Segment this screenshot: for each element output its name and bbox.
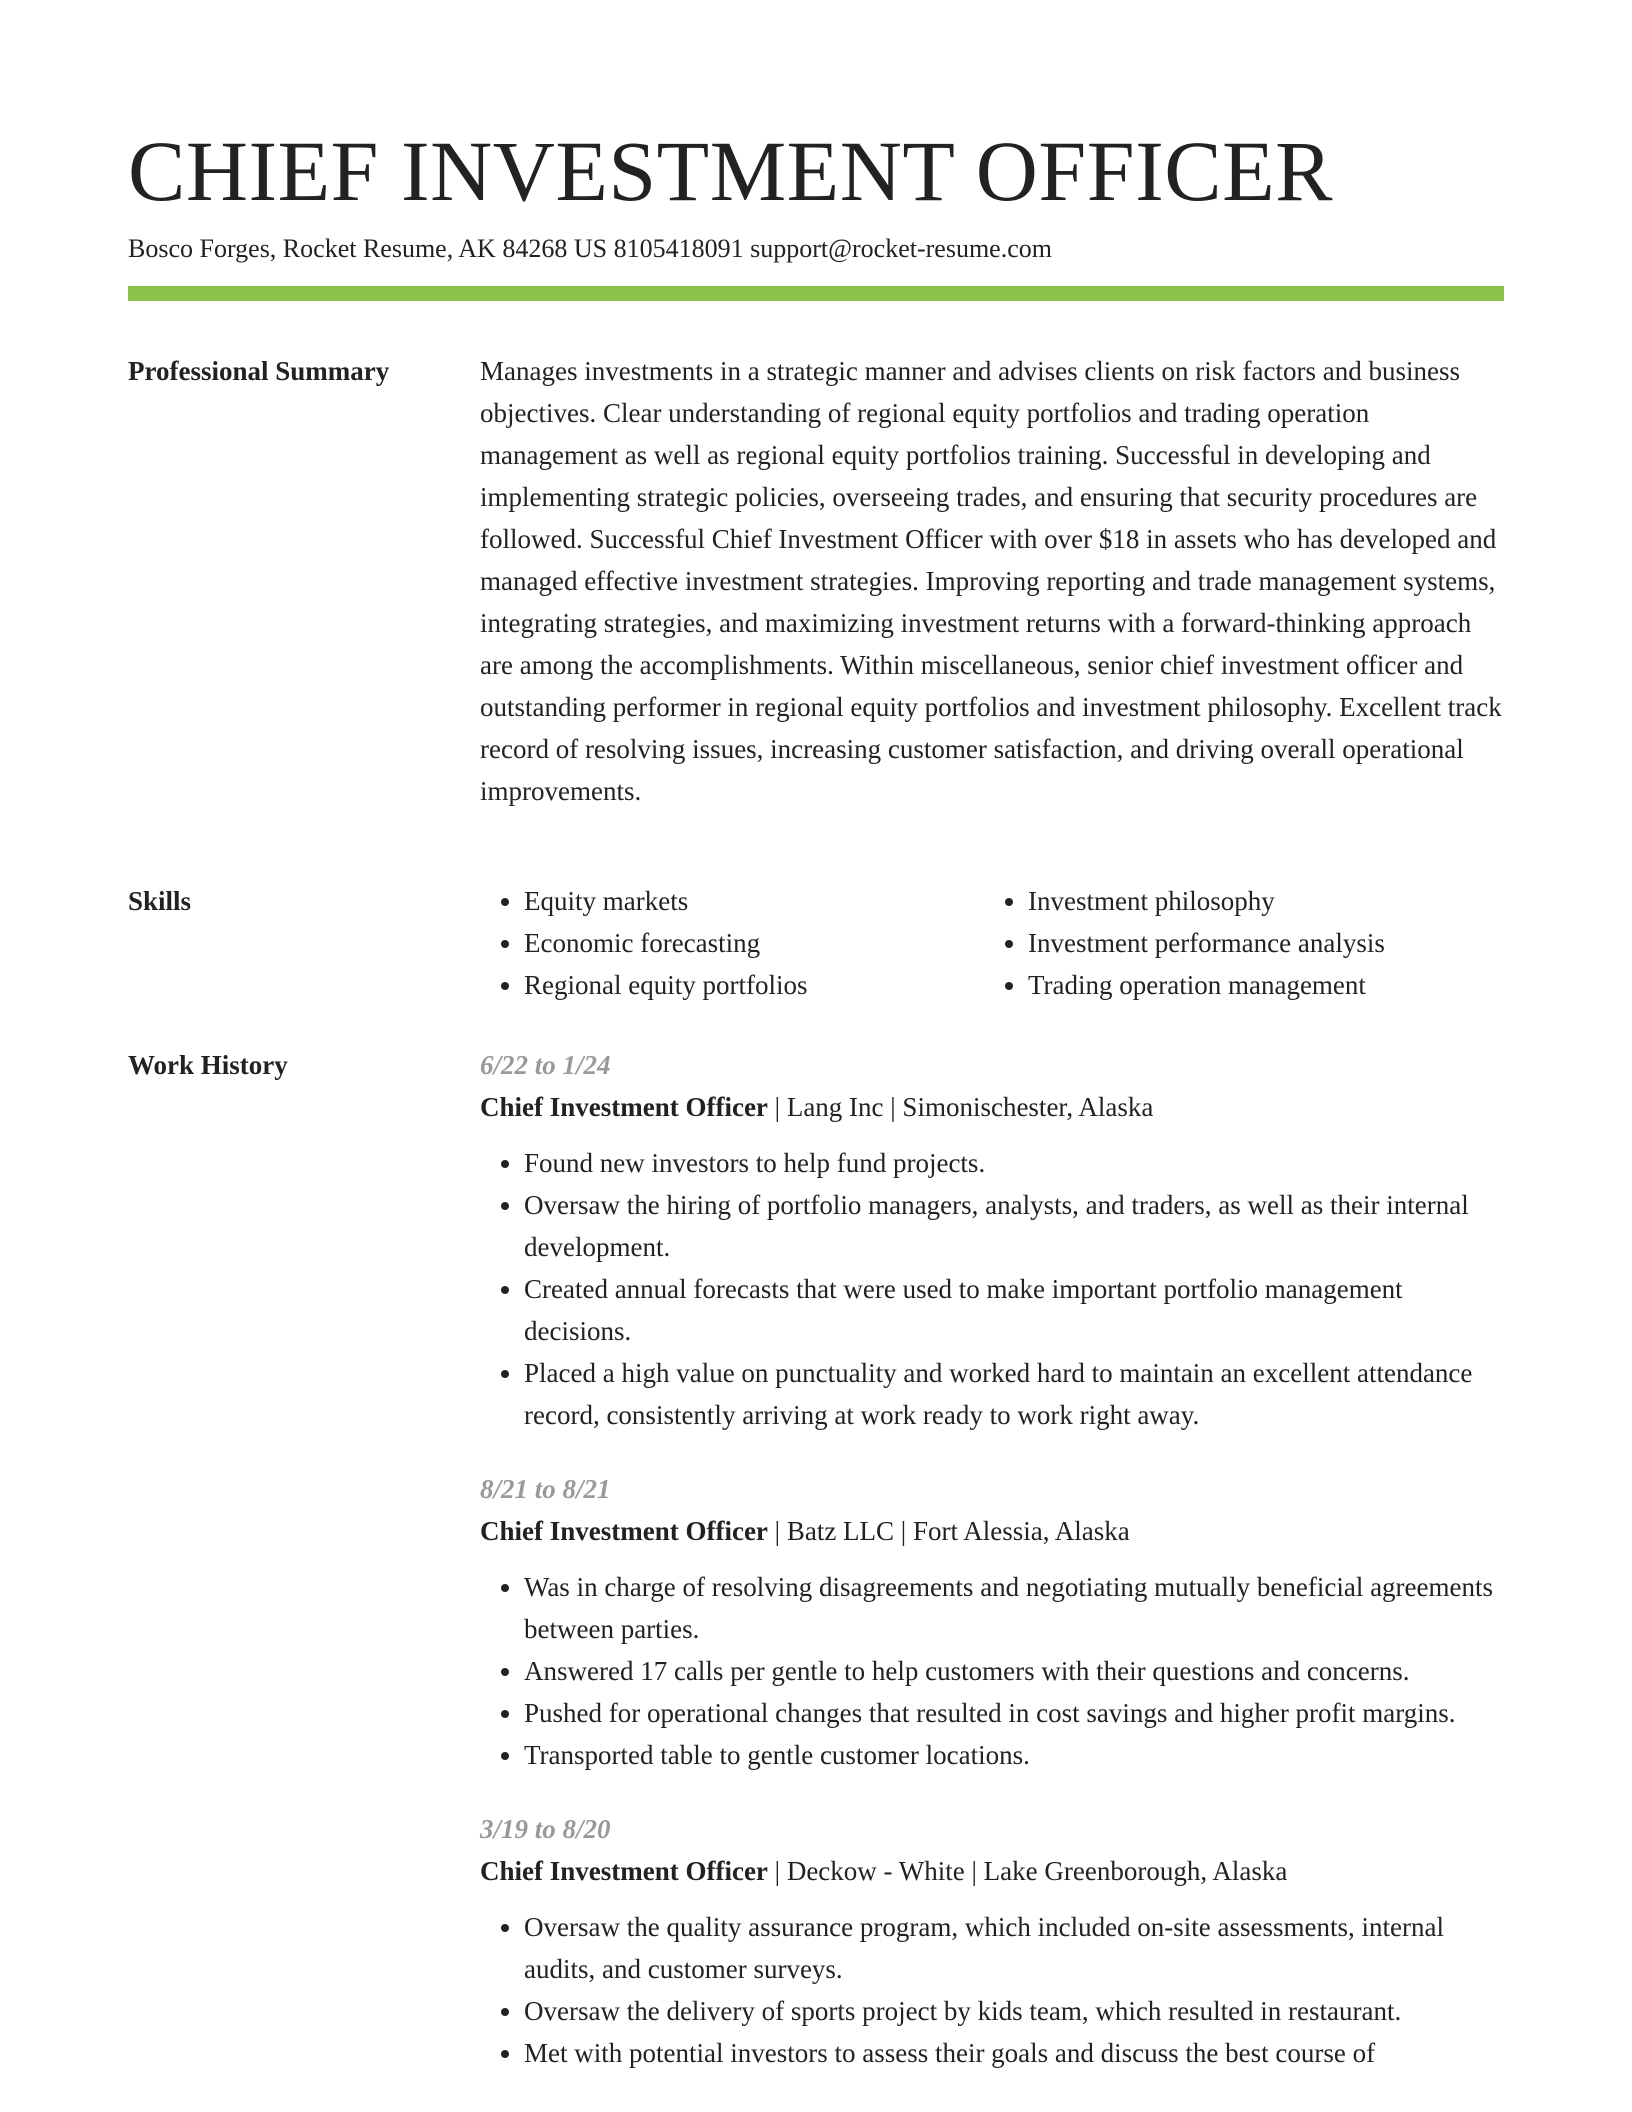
resume-name-title: CHIEF INVESTMENT OFFICER [128, 123, 1333, 219]
skill-item: • Trading operation management [1028, 964, 1488, 1006]
job-bullet: • Created annual forecasts that were used to make important portfolio management decisions. [524, 1268, 1504, 1352]
job-bullet: • Transported table to gentle customer locations. [524, 1734, 1504, 1776]
job-dates: 3/19 to 8/20 [480, 1814, 611, 1844]
job-title: Chief Investment Officer [480, 1092, 768, 1122]
skill-item: • Regional equity portfolios [524, 964, 984, 1006]
job-bullet: • Answered 17 calls per gentle to help customers with their questions and concerns. [524, 1650, 1504, 1692]
job-bullets [480, 1566, 1504, 1776]
job-details: | Deckow - White | Lake Greenborough, Alaska [767, 1856, 1288, 1886]
job-bullet: • Met with potential investors to assess their goals and discuss the best course of [524, 2032, 1504, 2074]
job-entry [480, 1468, 1504, 1776]
job-bullets [480, 1906, 1504, 2074]
skill-item: • Investment philosophy [1028, 880, 1488, 922]
job-bullet: • Pushed for operational changes that resulted in cost savings and higher profit margins. [524, 1692, 1504, 1734]
skill-item: • Equity markets [524, 880, 984, 922]
summary-text: Manages investments in a strategic manner and advises clients on risk factors and business objectives. Clear understanding of regional equity portfolios and trading operation management as well as regional equity portfolios training. Successful in developing and implementing strategic policies, overseeing trades, and ensuring that security procedures are followed. Successful Chief Investment Officer with over $18 in assets who has developed and managed effective investment strategies. Improving reporting and trade management systems, integrating strategies, and maximizing investment returns with a forward-thinking approach are among the accomplishments. Within miscellaneous, senior chief investment officer and outstanding performer in regional equity portfolios and investment philosophy. Excellent track record of resolving issues, increasing customer satisfaction, and driving overall operational improvements. [480, 356, 1502, 806]
header-accent-rule [128, 286, 1504, 301]
job-dates: 8/21 to 8/21 [480, 1474, 611, 1504]
contact-line: Bosco Forges, Rocket Resume, AK 84268 US 8105418091 support@rocket-resume.com [128, 234, 1052, 263]
skills-columns [480, 880, 1504, 1006]
job-bullet: • Placed a high value on punctuality and worked hard to maintain an excellent attendance record, consistently arriving at work ready to work right away. [524, 1352, 1504, 1436]
job-entry [480, 1044, 1504, 1436]
job-entry [480, 1808, 1504, 2074]
skills-body [480, 880, 1504, 1006]
summary-body [480, 350, 1504, 812]
job-bullets [480, 1142, 1504, 1436]
skill-item: • Investment performance analysis [1028, 922, 1488, 964]
skill-item: • Economic forecasting [524, 922, 984, 964]
job-dates: 6/22 to 1/24 [480, 1050, 611, 1080]
job-details: | Batz LLC | Fort Alessia, Alaska [767, 1516, 1130, 1546]
job-title-line [480, 1510, 1504, 1552]
job-title-line [480, 1850, 1504, 1892]
job-bullet: • Oversaw the hiring of portfolio managers, analysts, and traders, as well as their internal development. [524, 1184, 1504, 1268]
job-bullet: • Oversaw the quality assurance program, which included on-site assessments, internal audits, and customer surveys. [524, 1906, 1504, 1990]
job-title-line [480, 1086, 1504, 1128]
skills-heading: Skills [128, 886, 192, 916]
skills-column-2 [984, 880, 1488, 1006]
job-details: | Lang Inc | Simonischester, Alaska [767, 1092, 1154, 1122]
job-title: Chief Investment Officer [480, 1856, 768, 1886]
summary-heading: Professional Summary [128, 356, 390, 386]
skills-column-1 [480, 880, 984, 1006]
job-bullet: • Was in charge of resolving disagreements and negotiating mutually beneficial agreements between parties. [524, 1566, 1504, 1650]
job-title: Chief Investment Officer [480, 1516, 768, 1546]
work-history-body [480, 1044, 1504, 2106]
job-bullet: • Oversaw the delivery of sports project by kids team, which resulted in restaurant. [524, 1990, 1504, 2032]
job-bullet: • Found new investors to help fund projects. [524, 1142, 1504, 1184]
work-history-heading: Work History [128, 1050, 288, 1080]
